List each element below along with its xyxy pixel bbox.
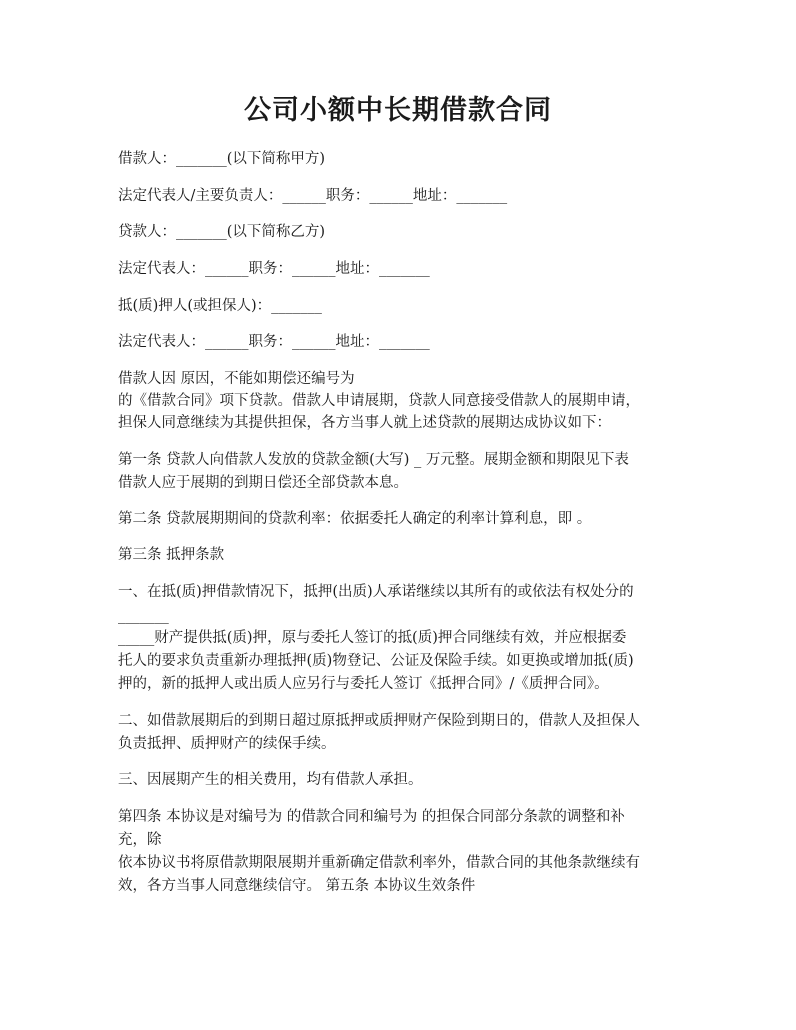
article-4-line: 第四条 本协议是对编号为 的借款合同和编号为 的担保合同部分条款的调整和补: [118, 809, 625, 825]
article-1-line: 借款人应于展期的到期日偿还全部贷款本息。: [118, 475, 408, 491]
article-4-line: 依本协议书将原借款期限展期并重新确定借款利率外，借款合同的其他条款继续有: [118, 855, 640, 871]
article-2-line: 第二条 贷款展期期间的贷款利率：依据委托人确定的利率计算利息，即 。: [118, 511, 592, 527]
preamble-line: 的《借款合同》项下贷款。借款人申请展期，贷款人同意接受借款人的展期申请，: [118, 393, 640, 409]
article-3-clause-2-line: 二、如借款展期后的到期日超过原抵押或质押财产保险到期日的，借款人及担保人: [118, 713, 640, 729]
borrower-line: 借款人：_______(以下简称甲方): [118, 151, 326, 167]
lender-representative-line: 法定代表人：______职务：______地址：_______: [118, 261, 430, 277]
article-3-clause-3-line: 三、因展期产生的相关费用，均有借款人承担。: [118, 772, 423, 788]
preamble-line: 借款人因 原因，不能如期偿还编号为: [118, 371, 355, 387]
article-3-clause-1-line: 一、在抵(质)押借款情况下，抵押(出质)人承诺继续以其所有的或依法有权处分的: [118, 584, 634, 600]
borrower-representative-line: 法定代表人/主要负责人：______职务：______地址：_______: [118, 188, 508, 204]
article-3-heading: 第三条 抵押条款: [118, 547, 225, 563]
article-1-line: 第一条 贷款人向借款人发放的贷款金额(大写) _ 万元整。展期金额和期限见下表: [118, 452, 629, 468]
article-3-clause-1-line: _____财产提供抵(质)押，原与委托人签订的抵(质)押合同继续有效，并应根据委: [118, 630, 627, 646]
article-3-clause-1-line: 托人的要求负责重新办理抵押(质)物登记、公证及保险手续。如更换或增加抵(质): [118, 653, 634, 669]
article-3-clause-1-line: 押的，新的抵押人或出质人应另行与委托人签订《抵押合同》/《质押合同》。: [118, 676, 609, 692]
document-title: 公司小额中长期借款合同: [244, 95, 552, 126]
preamble-line: 担保人同意继续为其提供担保，各方当事人就上述贷款的展期达成协议如下：: [118, 415, 611, 431]
guarantor-representative-line: 法定代表人：______职务：______地址：_______: [118, 334, 430, 350]
guarantor-line: 抵(质)押人(或担保人)：_______: [118, 298, 322, 314]
lender-line: 贷款人：_______(以下简称乙方): [118, 224, 326, 240]
article-4-line: 效，各方当事人同意继续信守。 第五条 本协议生效条件: [118, 878, 476, 894]
article-3-clause-1-line: _______: [118, 608, 169, 624]
article-4-line: 充，除: [118, 832, 162, 848]
article-3-clause-2-line: 负责抵押、质押财产的续保手续。: [118, 736, 336, 752]
